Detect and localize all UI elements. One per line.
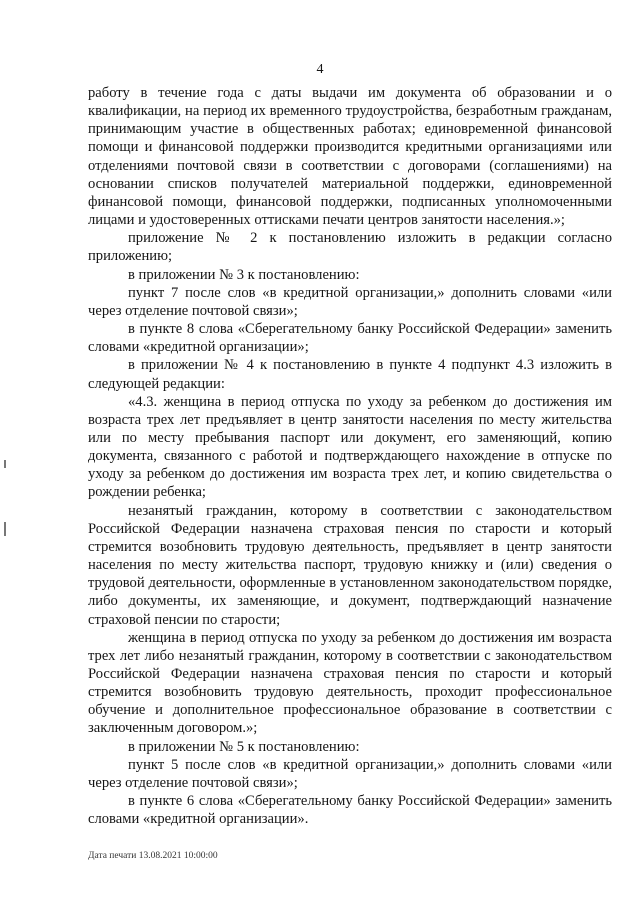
paragraph: «4.3. женщина в период отпуска по уходу за ребенком до достижения им возраста трех лет предъявляет в центр занятости населения по месту жительства или по месту пребывания паспорт или документ, его заменяющий, копию документа, связанного с работой и подтверждающего нахождение в отпуске по уходу за ребенком до достижения им возраста трех лет, и копию свидетельства о рождении ребенка; [88, 393, 612, 501]
paragraph: в пункте 8 слова «Сберегательному банку Российской Федерации» заменить словами «кредитной организации»; [88, 321, 612, 356]
page-number: 4 [316, 62, 324, 77]
paragraph: в приложении № 5 к постановлению: [128, 738, 360, 755]
paragraph: в приложении № 4 к постановлению в пункте 4 подпункт 4.3 изложить в следующей редакции: [88, 357, 612, 392]
paragraph: пункт 7 после слов «в кредитной организации,» дополнить словами «или через отделение почтовой связи»; [88, 284, 612, 319]
paragraph: приложение № 2 к постановлению изложить в редакции согласно приложению; [88, 230, 612, 265]
paragraph: работу в течение года с даты выдачи им документа об образовании и о квалификации, на период их временного трудоустройства, безработным гражданам, принимающим участие в общественных работах; единовременной финансовой помощи и финансовой поддержки производится кредитными организациями или отделениями почтовой связи в соответствии с договорами (соглашениями) на основании списков получателей материальной поддержки, единовременной финансовой помощи, финансовой поддержки, подписанных уполномоченными лицами и удостоверенных оттисками печати центров занятости населения.»; [88, 85, 612, 229]
paragraph: женщина в период отпуска по уходу за ребенком до достижения им возраста трех лет либо незанятый гражданин, которому в соответствии с законодательством Российской Федерации назначена страховая пенсия по старости и который стремится возобновить трудовую деятельность, проходит профессиональное обучение и дополнительное профессиональное образование в соответствии с заключенным договором.»; [88, 629, 612, 737]
paragraph: в пункте 6 слова «Сберегательному банку Российской Федерации» заменить словами «кредитной организации». [88, 793, 612, 828]
paragraph: в приложении № 3 к постановлению: [128, 266, 360, 283]
document-body [88, 84, 612, 828]
scan-edge-mark [4, 460, 6, 468]
paragraph: незанятый гражданин, которому в соответствии с законодательством Российской Федерации назначена страховая пенсия по старости и который стремится возобновить трудовую деятельность, предъявляет в центр занятости населения по месту жительства паспорт, трудовую книжку и (или) сведения о трудовой деятельности, оформленные в установленном законодательством порядке, либо документы, их заменяющие, и документ, подтверждающий назначение страховой пенсии по старости; [88, 502, 612, 628]
print-date-footer: Дата печати 13.08.2021 10:00:00 [88, 851, 218, 861]
paragraph: пункт 5 после слов «в кредитной организации,» дополнить словами «или через отделение почтовой связи»; [88, 756, 612, 791]
scan-edge-mark [4, 522, 6, 536]
